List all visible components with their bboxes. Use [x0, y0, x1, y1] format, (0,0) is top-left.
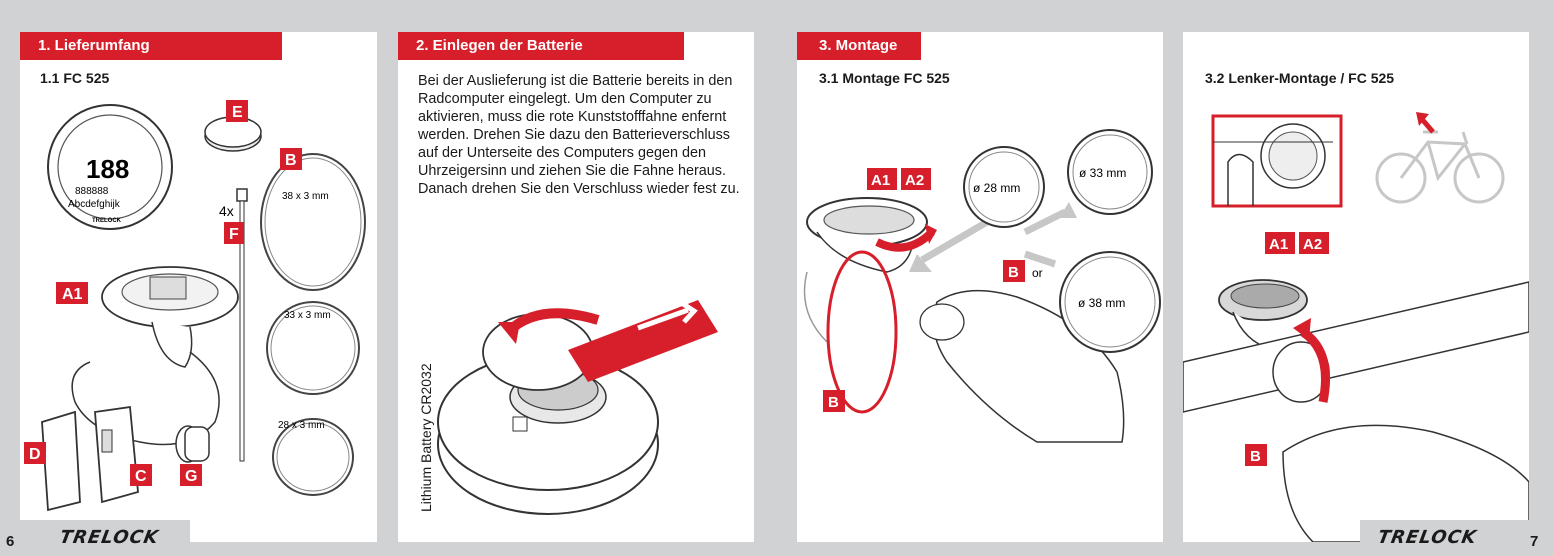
- label-b-low: B: [828, 394, 839, 411]
- label-b-mid: B: [1008, 264, 1019, 281]
- panel-montage: [797, 32, 1163, 542]
- label-f: F: [229, 226, 239, 243]
- label-d: D: [29, 446, 41, 463]
- label-a2: A2: [1303, 236, 1323, 253]
- label-e: E: [232, 104, 243, 121]
- panel-lieferumfang: [20, 32, 377, 542]
- label-g: G: [185, 468, 198, 485]
- ring-size-38: ø 38 mm: [1078, 296, 1126, 310]
- section-title: 1. Lieferumfang: [20, 32, 282, 60]
- ring-label-38: 38 x 3 mm: [282, 191, 329, 202]
- label-a1: A1: [871, 172, 891, 189]
- section-subtitle: 3.1 Montage FC 525: [819, 70, 950, 86]
- label-a1: A1: [1269, 236, 1289, 253]
- montage-illustration: [797, 32, 1163, 542]
- bicycle-icon: [1377, 132, 1503, 202]
- section-subtitle: 3.2 Lenker-Montage / FC 525: [1205, 70, 1395, 86]
- page-number-right: 7: [1530, 533, 1539, 550]
- display-sub: 888888: [75, 186, 109, 197]
- label-a2: A2: [905, 172, 925, 189]
- label-times: 4x: [219, 203, 234, 219]
- brand-logo-right: TRELOCK: [1376, 527, 1479, 548]
- display-main: 188: [86, 154, 130, 184]
- parts-illustration: [20, 32, 377, 542]
- handlebar-illustration: [1183, 32, 1529, 542]
- ring-size-33: ø 33 mm: [1079, 166, 1127, 180]
- panel-lenker-montage: [1183, 32, 1529, 542]
- label-b: B: [285, 152, 297, 169]
- page-number-left: 6: [6, 533, 15, 550]
- label-c: C: [135, 468, 147, 485]
- ring-size-28: ø 28 mm: [973, 181, 1021, 195]
- label-a1: A1: [62, 286, 83, 303]
- ring-label-28: 28 x 3 mm: [278, 420, 325, 431]
- panel-batterie: [398, 32, 754, 542]
- section-title: 3. Montage: [797, 32, 921, 60]
- battery-illustration: [398, 32, 754, 542]
- brand-logo-left: TRELOCK: [58, 527, 161, 548]
- ring-label-33: 33 x 3 mm: [284, 310, 331, 321]
- battery-type-label: Lithium Battery CR2032: [418, 363, 434, 512]
- label-b: B: [1250, 448, 1261, 465]
- section-title: 2. Einlegen der Batterie: [398, 32, 684, 60]
- display-text: Abcdefghijk: [68, 199, 120, 210]
- display-logo: TRELOCK: [92, 218, 121, 224]
- section-subtitle: 1.1 FC 525: [40, 70, 110, 86]
- or-label: or: [1032, 266, 1043, 280]
- battery-instructions: Bei der Auslieferung ist die Batterie bereits in den Radcomputer eingelegt. Um den Computer zu aktivieren, muss die rote Kunststofffahne enfernt werden. Drehen Sie dazu den Batterieverschluss auf der Unterseite des Computers gegen den Uhrzeigersinn und ziehen Sie die Fahne heraus. Danach drehen Sie den Verschluss wieder fest zu.: [418, 73, 740, 197]
